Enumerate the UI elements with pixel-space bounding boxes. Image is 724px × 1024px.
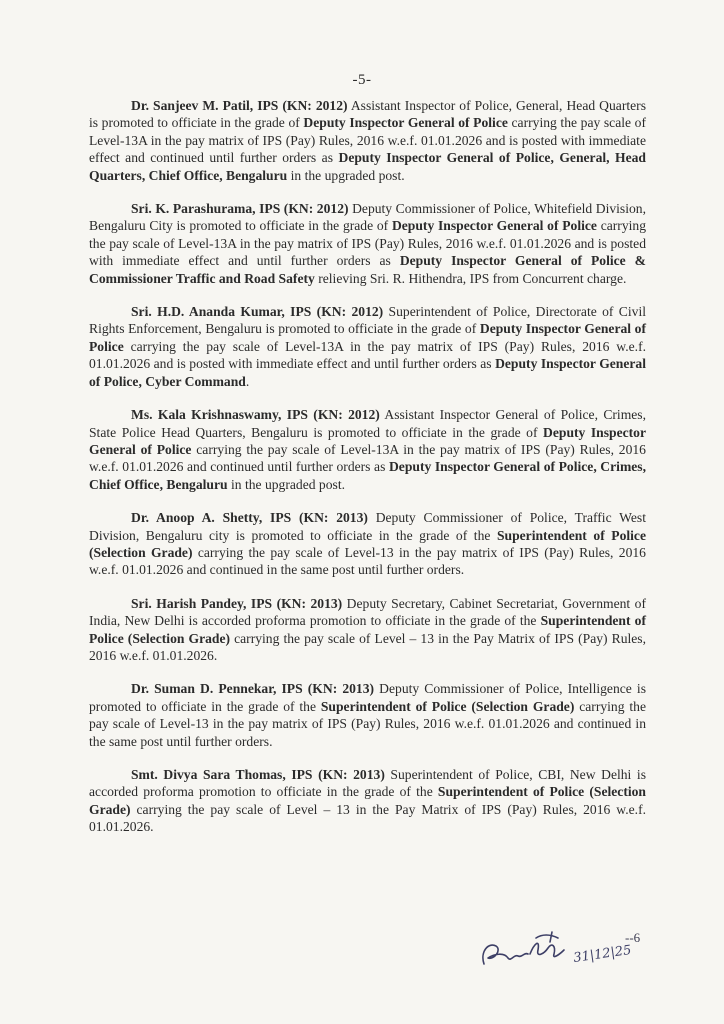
order-paragraph xyxy=(89,303,646,390)
bold-run: Deputy Inspector General of Police, General, Head Quarters, Chief Office, Bengaluru xyxy=(89,150,646,183)
text-run: relieving Sri. R. Hithendra, IPS from Concurrent charge. xyxy=(314,270,627,286)
bold-run: Dr. Sanjeev M. Patil, IPS (KN: 2012) xyxy=(131,98,348,113)
signature-date: 31|12|25 xyxy=(572,942,633,966)
bold-run: Deputy Inspector General of Police, Crimes, Chief Office, Bengaluru xyxy=(89,459,646,492)
text-run: Superintendent of Police, Directorate of Civil Rights Enforcement, Bengaluru is promoted to officiate in the grade of xyxy=(89,304,646,337)
text-run: carrying the pay scale of Level-13A in the pay matrix of IPS (Pay) Rules, 2016 w.e.f. 01.01.2026 and continued until further orders as xyxy=(89,441,646,475)
bold-run: Deputy Inspector General of Police xyxy=(89,424,646,457)
page-number: -5- xyxy=(352,72,372,88)
bold-run: Deputy Inspector General of Police xyxy=(89,321,646,354)
order-paragraph xyxy=(89,766,646,836)
order-paragraph xyxy=(89,97,646,184)
text-run: . xyxy=(245,373,250,389)
order-paragraph xyxy=(89,200,646,287)
order-paragraph xyxy=(89,595,646,665)
bold-run: Ms. Kala Krishnaswamy, IPS (KN: 2012) xyxy=(131,407,380,423)
bold-run: Sri. K. Parashurama, IPS (KN: 2012) xyxy=(131,201,349,217)
order-paragraph xyxy=(89,406,646,493)
text-run: carrying the pay scale of Level-13 in the pay matrix of IPS (Pay) Rules, 2016 w.e.f. 01.01.2026 and continued in the same post until further orders. xyxy=(89,698,646,749)
text-run: Deputy Commissioner of Police, Whitefield Division, Bengaluru City is promoted to officiate in the grade of xyxy=(89,201,646,234)
text-run: carrying the pay scale of Level-13A in the pay matrix of IPS (Pay) Rules, 2016 w.e.f. 01.01.2026 and is posted with immediate effect and until further orders as xyxy=(89,218,647,269)
text-run: Assistant Inspector General of Police, Crimes, State Police Head Quarters, Bengaluru is promoted to officiate in the grade of xyxy=(89,407,646,440)
bold-run: Dr. Anoop A. Shetty, IPS (KN: 2013) xyxy=(131,510,368,526)
document-body xyxy=(89,97,646,852)
bold-run: Sri. Harish Pandey, IPS (KN: 2013) xyxy=(131,595,343,611)
bold-run: Deputy Inspector General of Police, Cyber Command xyxy=(89,356,647,389)
text-run: carrying the pay scale of Level – 13 in the Pay Matrix of IPS (Pay) Rules, 2016 w.e.f. 01.01.2026. xyxy=(89,801,646,835)
text-run: in the upgraded post. xyxy=(287,167,405,183)
text-run: carrying the pay scale of Level-13A in the pay matrix of IPS (Pay) Rules, 2016 w.e.f. 01.01.2026 and is posted with immediate effect and until further orders as xyxy=(89,338,646,372)
text-run: Deputy Commissioner of Police, Intelligence is promoted to officiate in the grade of the xyxy=(89,681,646,714)
next-page-marker: --6 xyxy=(625,930,641,945)
bold-run: Dr. Suman D. Pennekar, IPS (KN: 2013) xyxy=(131,681,375,697)
bold-run: Superintendent of Police (Selection Grade) xyxy=(89,784,646,817)
text-run: carrying the pay scale of Level – 13 in the Pay Matrix of IPS (Pay) Rules, 2016 w.e.f. 01.01.2026. xyxy=(89,630,646,663)
text-run: Deputy Commissioner of Police, Traffic West Division, Bengaluru city is promoted to officiate in the grade of the xyxy=(89,510,646,543)
bold-run: Superintendent of Police (Selection Grade) xyxy=(89,613,646,646)
bold-run: Superintendent of Police (Selection Grade) xyxy=(89,527,646,560)
bold-run: Deputy Inspector General of Police xyxy=(303,115,508,131)
order-paragraph xyxy=(89,509,646,579)
text-run: carrying the pay scale of Level-13 in the pay matrix of IPS (Pay) Rules, 2016 w.e.f. 01.01.2026 and continued in the same post until further orders. xyxy=(89,544,646,578)
bold-run: Deputy Inspector General of Police & Commissioner Traffic and Road Safety xyxy=(89,253,647,286)
text-run: Superintendent of Police, CBI, New Delhi is accorded proforma promotion to officiate in the grade of the xyxy=(89,767,646,800)
text-run: carrying the pay scale of Level-13A in the pay matrix of IPS (Pay) Rules, 2016 w.e.f. 01.01.2026 and is posted with immediate effect and continued until further orders as xyxy=(89,115,647,166)
text-run: Assistant Inspector of Police, General, Head Quarters is promoted to officiate in the grade of xyxy=(89,98,646,131)
order-paragraph xyxy=(89,680,646,750)
bold-run: Deputy Inspector General of Police xyxy=(391,218,597,234)
bold-run: Superintendent of Police (Selection Grade) xyxy=(320,698,575,714)
bold-run: Smt. Divya Sara Thomas, IPS (KN: 2013) xyxy=(131,767,385,782)
bold-run: Sri. H.D. Ananda Kumar, IPS (KN: 2012) xyxy=(131,304,384,320)
text-run: Deputy Secretary, Cabinet Secretariat, Government of India, New Delhi is accorded proforma promotion to officiate in the grade of the xyxy=(89,595,646,629)
text-run: in the upgraded post. xyxy=(227,476,345,492)
